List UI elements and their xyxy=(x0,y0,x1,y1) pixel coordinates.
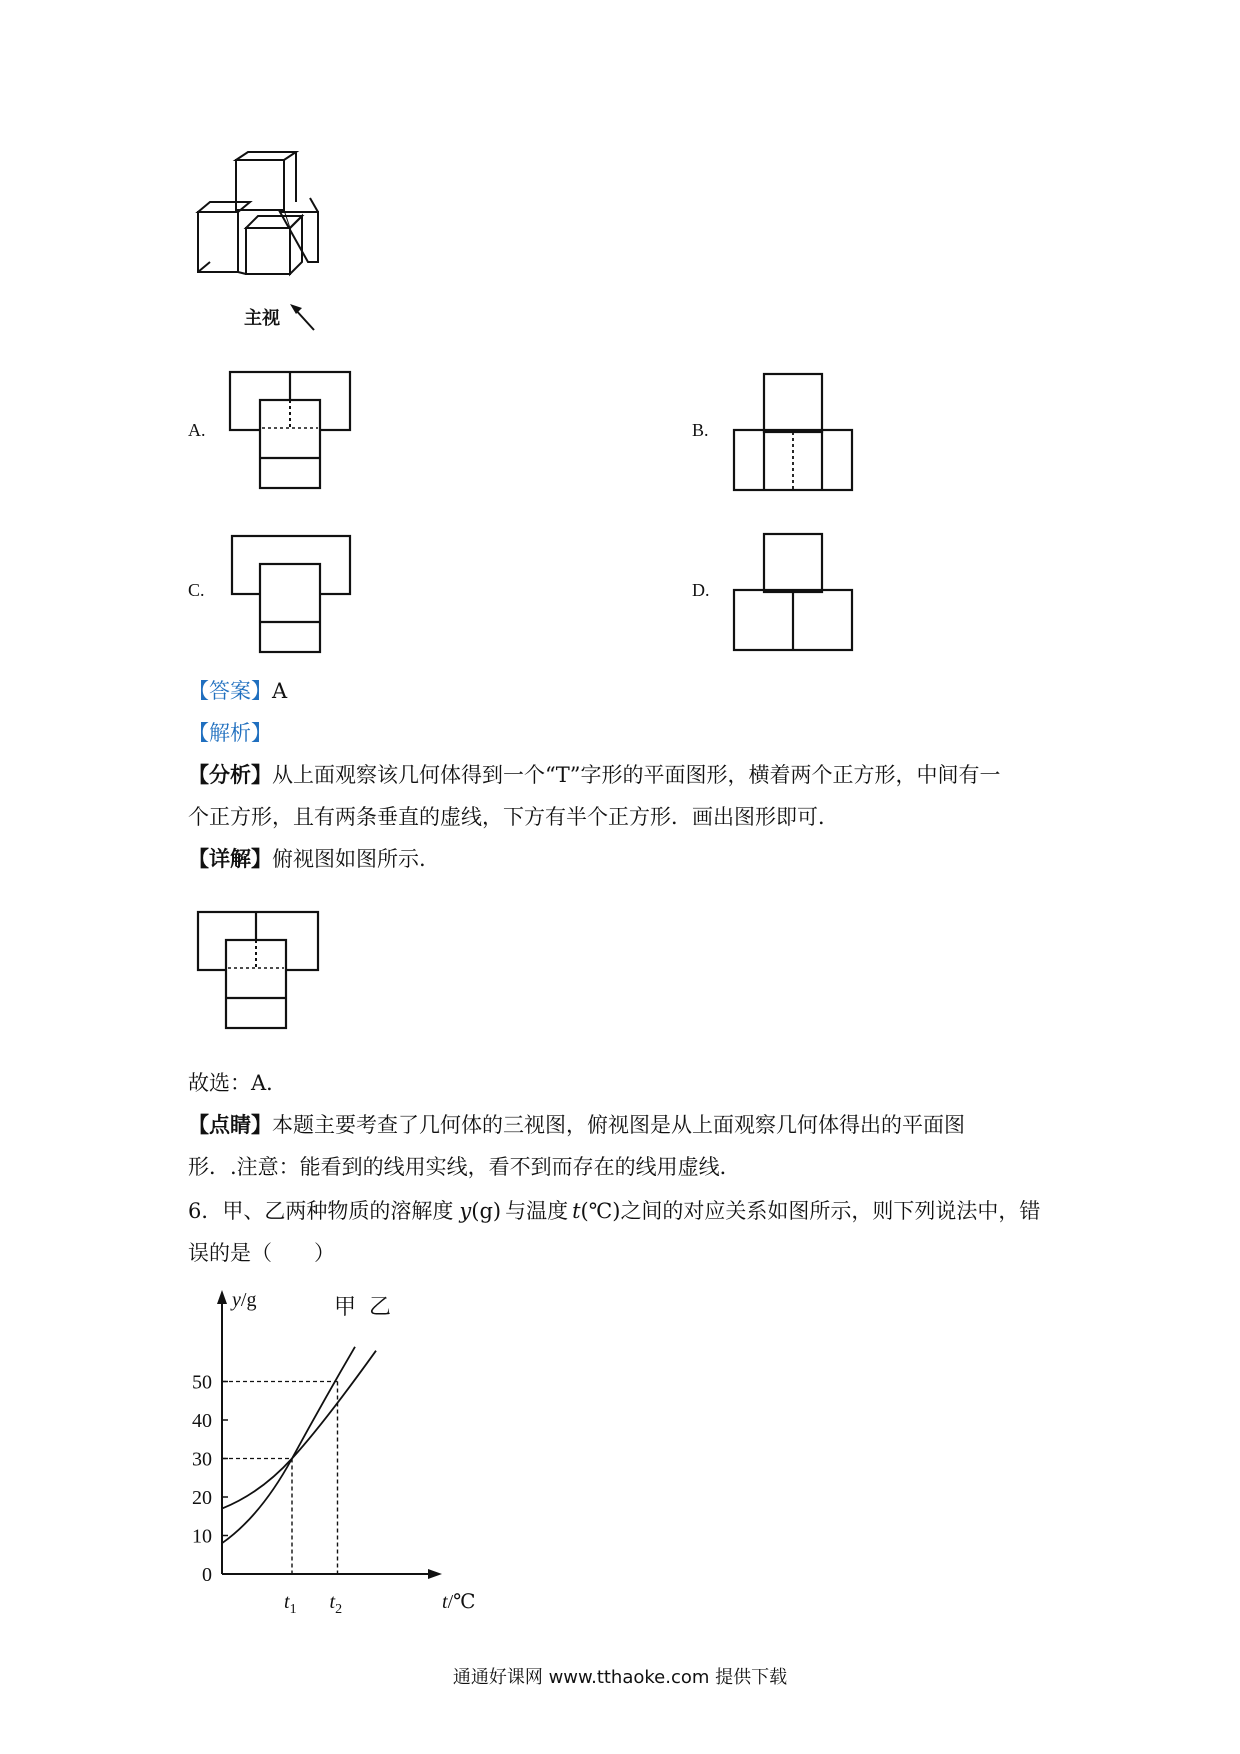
option-c-figure xyxy=(230,534,356,660)
x-tick-label-t2: $t_2$ xyxy=(329,1591,343,1617)
y-axis-arrow xyxy=(217,1290,227,1304)
xiangjie-tag: 【详解】 xyxy=(188,846,272,871)
guxuan-line: 故选：A． xyxy=(188,1071,288,1095)
footer: 通通好课网 www.tthaoke.com 提供下载 xyxy=(452,1667,788,1688)
y-axis-label: y/g xyxy=(232,1289,257,1311)
y-tick-label-30: 30 xyxy=(192,1448,212,1471)
analysis-tag: 【解析】 xyxy=(188,721,272,745)
answer-line xyxy=(188,676,287,706)
q6-text-a: 6．甲、乙两种物质的溶解度 xyxy=(188,1199,454,1223)
series-line-0 xyxy=(222,1347,355,1543)
x-axis-arrow xyxy=(428,1569,442,1579)
x-tick-label-t1: $t_1$ xyxy=(284,1591,297,1617)
fenxi-line-2: 个正方形，且有两条垂直的虚线，下方有半个正方形．画出图形即可． xyxy=(188,805,839,829)
option-b-figure xyxy=(732,372,858,498)
xiangjie-text: 俯视图如图所示. xyxy=(272,847,426,871)
option-d-figure xyxy=(732,532,858,658)
q6-t-symbol: t xyxy=(572,1199,581,1223)
q6-text-b: 与温度 xyxy=(505,1199,569,1223)
answer-value: A xyxy=(272,679,288,703)
series-label-0: 甲 xyxy=(334,1294,357,1319)
option-a-figure xyxy=(228,370,358,496)
y-tick-label-40: 40 xyxy=(192,1410,212,1432)
solution-figure xyxy=(196,910,326,1036)
series-label-1: 乙 xyxy=(369,1294,392,1319)
question-6-line-1 xyxy=(188,1196,1040,1226)
fenxi-line-1 xyxy=(188,760,1000,790)
question-6-line-2: 误的是（ ） xyxy=(188,1241,335,1265)
y-tick-label-10: 10 xyxy=(192,1525,212,1548)
x-axis-label: t/℃ xyxy=(442,1591,476,1613)
option-c-letter: C. xyxy=(188,580,205,600)
dianjing-text-1: 本题主要考查了几何体的三视图，俯视图是从上面观察几何体得出的平面图 xyxy=(272,1113,965,1137)
answer-tag: 【答案】 xyxy=(188,679,272,703)
q6-t-unit: (℃) xyxy=(580,1199,621,1223)
y-tick-label-20: 20 xyxy=(192,1487,212,1509)
series-line-1 xyxy=(222,1351,376,1509)
solubility-chart xyxy=(180,1284,520,1617)
dianjing-line-1 xyxy=(188,1110,965,1140)
xiangjie-line xyxy=(188,844,426,874)
fenxi-tag: 【分析】 xyxy=(188,762,272,787)
option-b-letter: B. xyxy=(692,420,709,440)
chart-svg xyxy=(180,1284,520,1617)
q6-y-symbol: y xyxy=(459,1199,472,1223)
q6-y-unit: (g) xyxy=(471,1199,502,1223)
main-view-label: 主视 xyxy=(244,308,280,329)
y-tick-label-0: 0 xyxy=(202,1564,212,1586)
option-d-letter: D. xyxy=(692,580,710,600)
dianjing-line-2: 形．.注意：能看到的线用实线，看不到而存在的线用虚线． xyxy=(188,1155,741,1179)
dianjing-tag: 【点睛】 xyxy=(188,1112,272,1137)
y-tick-label-50: 50 xyxy=(192,1371,212,1394)
q6-text-c: 之间的对应关系如图所示，则下列说法中，错 xyxy=(620,1199,1041,1223)
fenxi-text-1: 从上面观察该几何体得到一个“T”字形的平面图形，横着两个正方形，中间有一 xyxy=(272,763,1001,787)
option-a-letter: A. xyxy=(188,420,206,440)
